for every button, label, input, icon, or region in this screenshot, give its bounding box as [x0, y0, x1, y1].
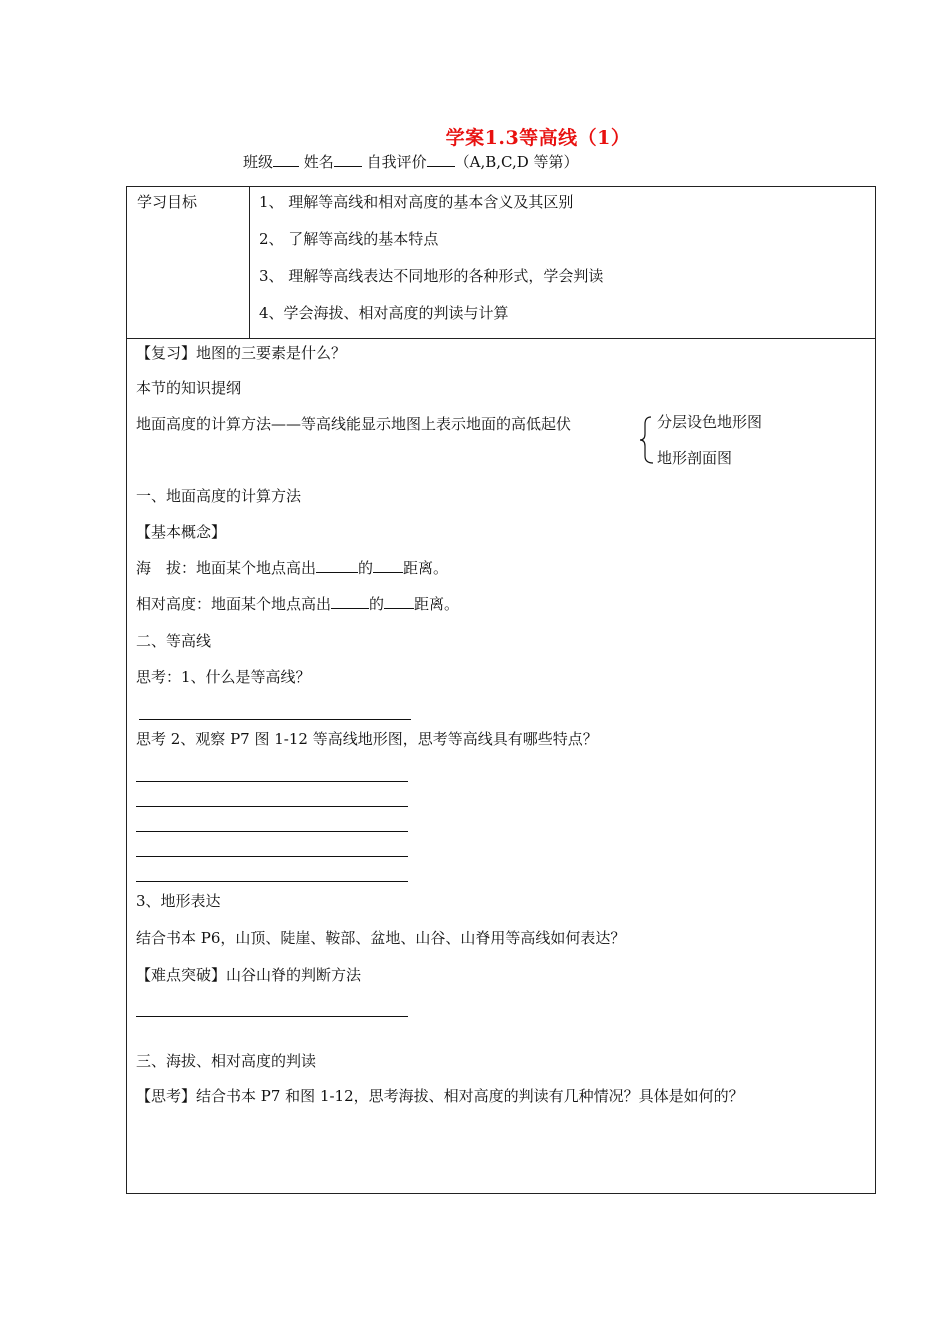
- answer-line[interactable]: [139, 719, 411, 720]
- name-blank[interactable]: [334, 165, 362, 167]
- answer-line[interactable]: [136, 1016, 408, 1017]
- section-heading: 二、等高线: [136, 632, 212, 650]
- think-question-3: 【思考】结合书本 P7 和图 1-12，思考海拔、相对高度的判读有几种情况？具体是如何的？: [136, 1087, 744, 1105]
- relative-text: 相对高度：地面某个地点高出: [136, 595, 332, 613]
- section-heading: 一、地面高度的计算方法: [136, 487, 302, 505]
- goal-item: 2、 了解等高线的基本特点: [259, 230, 439, 248]
- altitude-blank-2[interactable]: [373, 571, 403, 573]
- class-label: 班级: [243, 153, 274, 171]
- altitude-text-end: 距离。: [403, 559, 449, 577]
- goal-item: 3、 理解等高线表达不同地形的各种形式，学会判读: [259, 267, 604, 285]
- self-eval-hint: （A,B,C,D 等第）: [454, 153, 579, 171]
- name-label: 姓名: [303, 153, 334, 171]
- concept-heading: 【基本概念】: [136, 523, 227, 541]
- relative-text-of: 的: [369, 595, 385, 613]
- think-question-1: 思考：1、什么是等高线？: [136, 668, 311, 686]
- branch-terrain-profile: 地形剖面图: [657, 449, 733, 467]
- goal-item: 4、学会海拔、相对高度的判读与计算: [259, 304, 509, 322]
- altitude-blank-1[interactable]: [316, 571, 358, 573]
- answer-line[interactable]: [136, 806, 408, 807]
- relative-blank-2[interactable]: [384, 607, 414, 609]
- section-heading: 三、海拔、相对高度的判读: [136, 1052, 317, 1070]
- answer-line[interactable]: [136, 856, 408, 857]
- answer-line[interactable]: [136, 831, 408, 832]
- section-heading: 3、地形表达: [136, 892, 221, 910]
- relative-blank-1[interactable]: [331, 607, 369, 609]
- self-eval-blank[interactable]: [427, 165, 455, 167]
- answer-line[interactable]: [136, 881, 408, 882]
- page-title: 学案1.3等高线（1）: [445, 127, 631, 149]
- learning-goals-row: [127, 187, 875, 339]
- altitude-definition: [136, 557, 448, 578]
- think-question-2: 思考 2、观察 P7 图 1-12 等高线地形图，思考等高线具有哪些特点？: [136, 730, 598, 748]
- review-question: 【复习】地图的三要素是什么？: [136, 344, 347, 362]
- relative-height-definition: [136, 593, 459, 614]
- outline-title: 本节的知识提纲: [136, 379, 242, 397]
- column-divider: [249, 187, 250, 338]
- terrain-question: 结合书本 P6，山顶、陡崖、鞍部、盆地、山谷、山脊用等高线如何表达？: [136, 929, 626, 947]
- self-eval-label: 自我评价: [366, 153, 427, 171]
- altitude-text: 海 拔：地面某个地点高出: [136, 559, 317, 577]
- outline-branches: [639, 415, 769, 469]
- brace-icon: [639, 415, 655, 465]
- altitude-text-of: 的: [358, 559, 374, 577]
- learning-goals-label: 学习目标: [137, 193, 198, 211]
- student-info-line: [243, 151, 579, 172]
- difficulty-heading: 【难点突破】山谷山脊的判断方法: [136, 966, 362, 984]
- outline-line: 地面高度的计算方法——等高线能显示地图上表示地面的高低起伏: [136, 415, 572, 433]
- goal-item: 1、 理解等高线和相对高度的基本含义及其区别: [259, 193, 574, 211]
- relative-text-end: 距离。: [414, 595, 460, 613]
- worksheet-table: [126, 186, 876, 1194]
- branch-layered-color-map: 分层设色地形图: [657, 413, 763, 431]
- class-blank[interactable]: [273, 165, 299, 167]
- answer-line[interactable]: [136, 781, 408, 782]
